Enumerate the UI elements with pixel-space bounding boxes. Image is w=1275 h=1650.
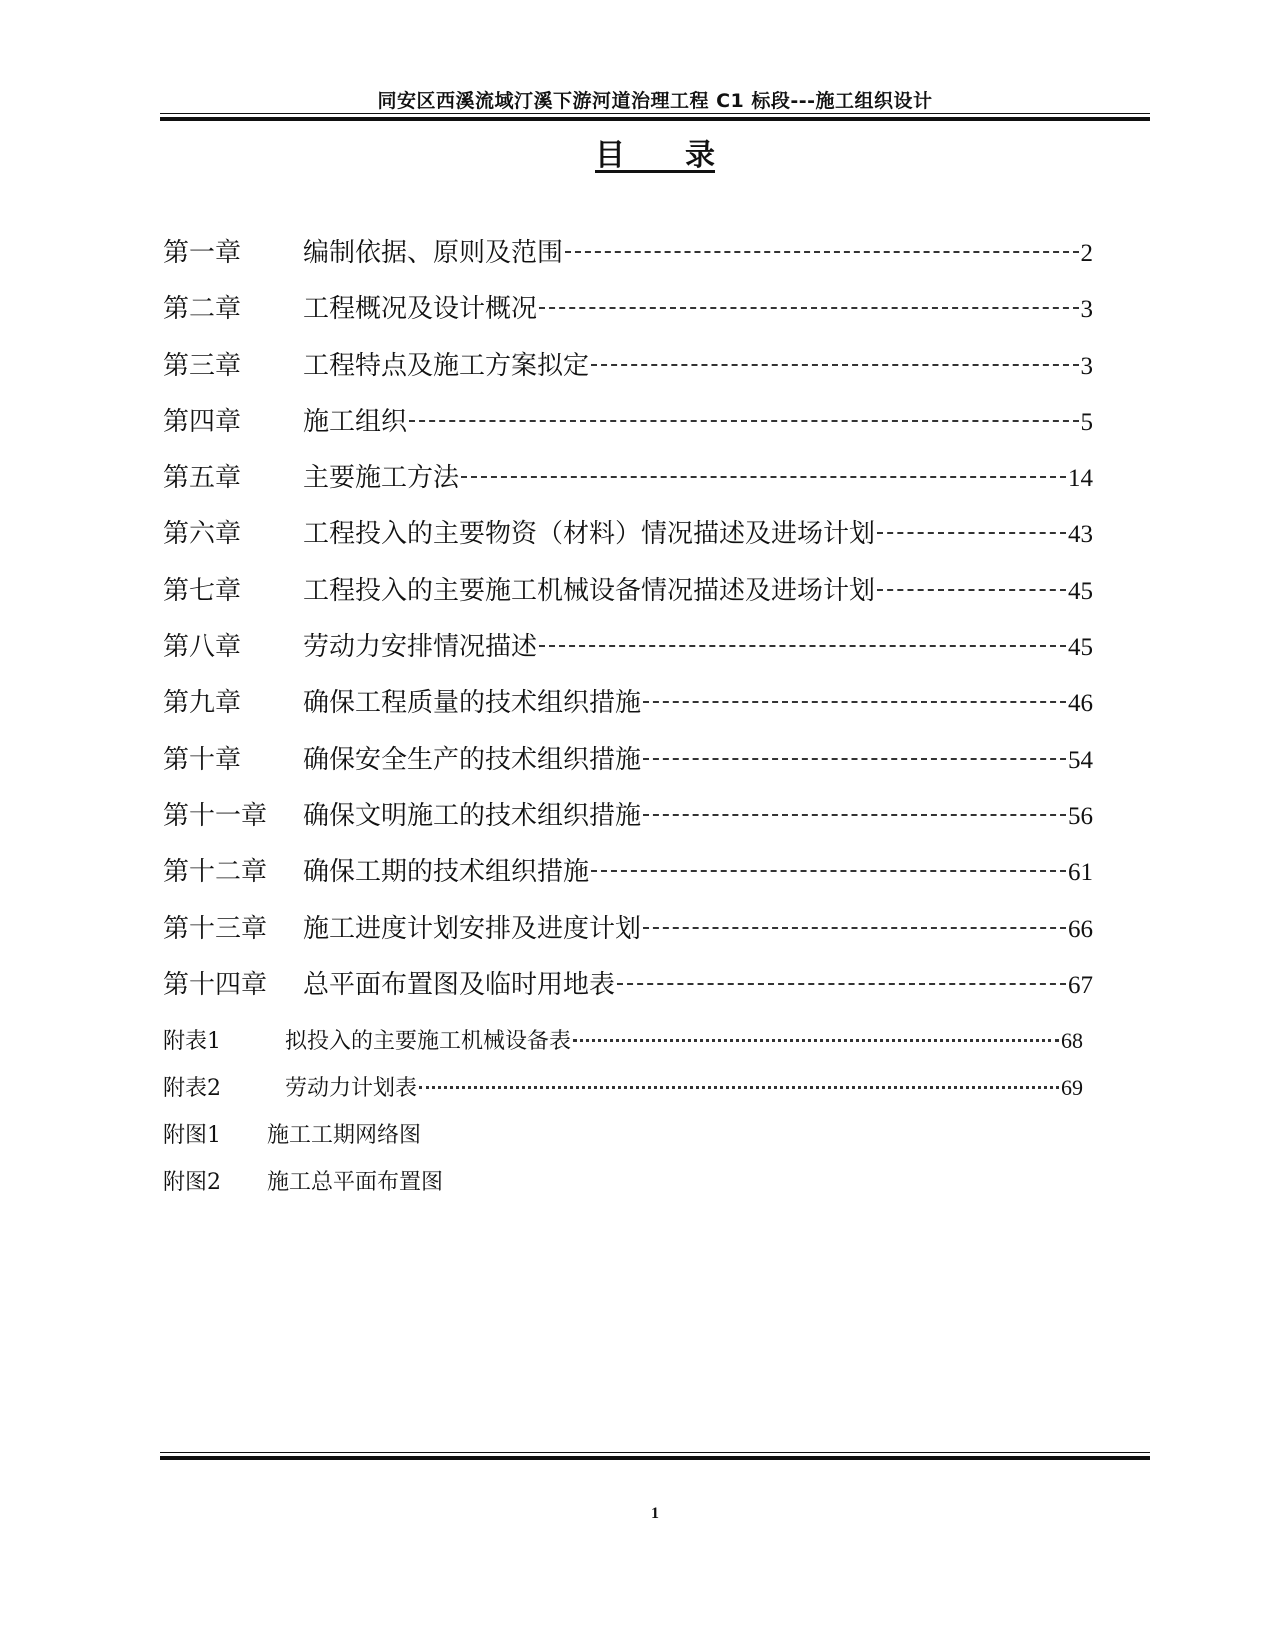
appendix-label: 附图2 — [163, 1170, 221, 1195]
toc-chapter: 第一章 — [163, 238, 242, 268]
toc-chapter: 第十章 — [163, 744, 242, 775]
toc-leader — [539, 305, 1078, 309]
toc-chapter: 第七章 — [163, 575, 242, 606]
appendix-leader — [573, 1037, 1059, 1042]
toc-title: 确保文明施工的技术组织措施 — [303, 800, 642, 831]
toc-title: 编制依据、原则及范围 — [303, 238, 564, 268]
appendix-table-2[interactable] — [163, 1071, 1083, 1118]
toc-entry-12[interactable] — [163, 851, 1093, 907]
toc-entry-7[interactable] — [163, 570, 1093, 626]
toc-entry-9[interactable] — [163, 682, 1093, 738]
footer-rule-thick — [160, 1456, 1150, 1460]
appendix-title: 施工工期网络图 — [267, 1123, 422, 1148]
toc-chapter: 第十四章 — [163, 969, 268, 1000]
toc-leader — [617, 981, 1066, 985]
appendix-figure-2[interactable] — [163, 1165, 1083, 1212]
toc-leader — [643, 756, 1066, 760]
toc-page: 45 — [1068, 634, 1093, 662]
toc-leader — [877, 587, 1066, 591]
header-rule-thin — [160, 113, 1150, 114]
toc-leader — [877, 530, 1066, 534]
toc-entry-3[interactable] — [163, 345, 1093, 401]
toc-page: 43 — [1068, 521, 1093, 549]
toc-leader — [539, 643, 1066, 647]
appendix-title: 拟投入的主要施工机械设备表 — [285, 1029, 572, 1054]
toc-leader — [643, 925, 1066, 929]
toc-title: 施工进度计划安排及进度计划 — [303, 913, 642, 944]
appendix-label: 附表2 — [163, 1076, 221, 1101]
toc-title: 施工组织 — [303, 406, 408, 437]
toc-chapter: 第八章 — [163, 632, 242, 663]
toc-page: 3 — [1080, 296, 1093, 324]
toc-title: 工程投入的主要施工机械设备情况描述及进场计划 — [303, 575, 876, 606]
toc-chapter: 第十二章 — [163, 857, 268, 888]
appendix-page: 68 — [1061, 1028, 1083, 1053]
toc-title: 工程概况及设计概况 — [303, 294, 538, 325]
toc-leader — [409, 418, 1078, 422]
appendix-label: 附表1 — [163, 1029, 221, 1054]
toc-entry-14[interactable] — [163, 964, 1093, 1020]
toc-entry-1[interactable] — [163, 232, 1093, 288]
toc-title: 确保工程质量的技术组织措施 — [303, 688, 642, 719]
toc-leader — [591, 868, 1066, 872]
appendix-title: 劳动力计划表 — [285, 1076, 418, 1101]
toc-page: 66 — [1068, 915, 1093, 943]
footer-rule-thin — [160, 1452, 1150, 1453]
appendix-leader — [419, 1084, 1059, 1089]
toc-chapter: 第十一章 — [163, 800, 268, 831]
toc-leader — [643, 812, 1066, 816]
appendix-table-1[interactable] — [163, 1024, 1083, 1071]
table-of-contents — [163, 232, 1093, 1020]
appendix-title: 施工总平面布置图 — [267, 1170, 444, 1195]
toc-entry-4[interactable] — [163, 401, 1093, 457]
toc-leader — [461, 474, 1066, 478]
toc-entry-8[interactable] — [163, 626, 1093, 682]
toc-chapter: 第十三章 — [163, 913, 268, 944]
toc-page: 54 — [1068, 746, 1093, 774]
toc-entry-6[interactable] — [163, 513, 1093, 569]
toc-chapter: 第九章 — [163, 688, 242, 719]
toc-page: 61 — [1068, 859, 1093, 887]
toc-chapter: 第三章 — [163, 350, 242, 381]
toc-chapter: 第五章 — [163, 463, 242, 494]
toc-entry-2[interactable] — [163, 288, 1093, 344]
toc-entry-11[interactable] — [163, 795, 1093, 851]
toc-chapter: 第六章 — [163, 519, 242, 550]
toc-title: 工程特点及施工方案拟定 — [303, 350, 590, 381]
toc-page: 2 — [1080, 240, 1093, 267]
toc-title: 主要施工方法 — [303, 463, 460, 494]
running-header: 同安区西溪流域汀溪下游河道治理工程 C1 标段---施工组织设计 — [377, 90, 933, 112]
toc-page: 56 — [1068, 802, 1093, 830]
toc-title: 总平面布置图及临时用地表 — [303, 969, 616, 1000]
toc-entry-5[interactable] — [163, 457, 1093, 513]
appendix-figure-1[interactable] — [163, 1118, 1083, 1165]
toc-title: 劳动力安排情况描述 — [303, 632, 538, 663]
toc-entry-13[interactable] — [163, 908, 1093, 964]
appendix-list — [163, 1024, 1083, 1212]
header-rule-thick — [160, 117, 1150, 121]
page-number: 1 — [651, 1505, 659, 1522]
toc-leader — [591, 362, 1078, 366]
toc-leader — [565, 249, 1078, 253]
appendix-page: 69 — [1061, 1075, 1083, 1100]
toc-page: 14 — [1068, 465, 1093, 493]
toc-page: 5 — [1080, 408, 1093, 436]
toc-title: 工程投入的主要物资（材料）情况描述及进场计划 — [303, 519, 876, 550]
toc-title: 确保工期的技术组织措施 — [303, 857, 590, 888]
toc-page: 46 — [1068, 690, 1093, 718]
toc-chapter: 第四章 — [163, 406, 242, 437]
toc-title: 确保安全生产的技术组织措施 — [303, 744, 642, 775]
toc-page: 3 — [1080, 352, 1093, 380]
toc-page: 67 — [1068, 971, 1093, 999]
toc-page: 45 — [1068, 577, 1093, 605]
appendix-label: 附图1 — [163, 1123, 221, 1148]
toc-chapter: 第二章 — [163, 294, 242, 325]
toc-heading: 目 录 — [595, 138, 715, 173]
toc-entry-10[interactable] — [163, 739, 1093, 795]
toc-leader — [643, 699, 1066, 703]
